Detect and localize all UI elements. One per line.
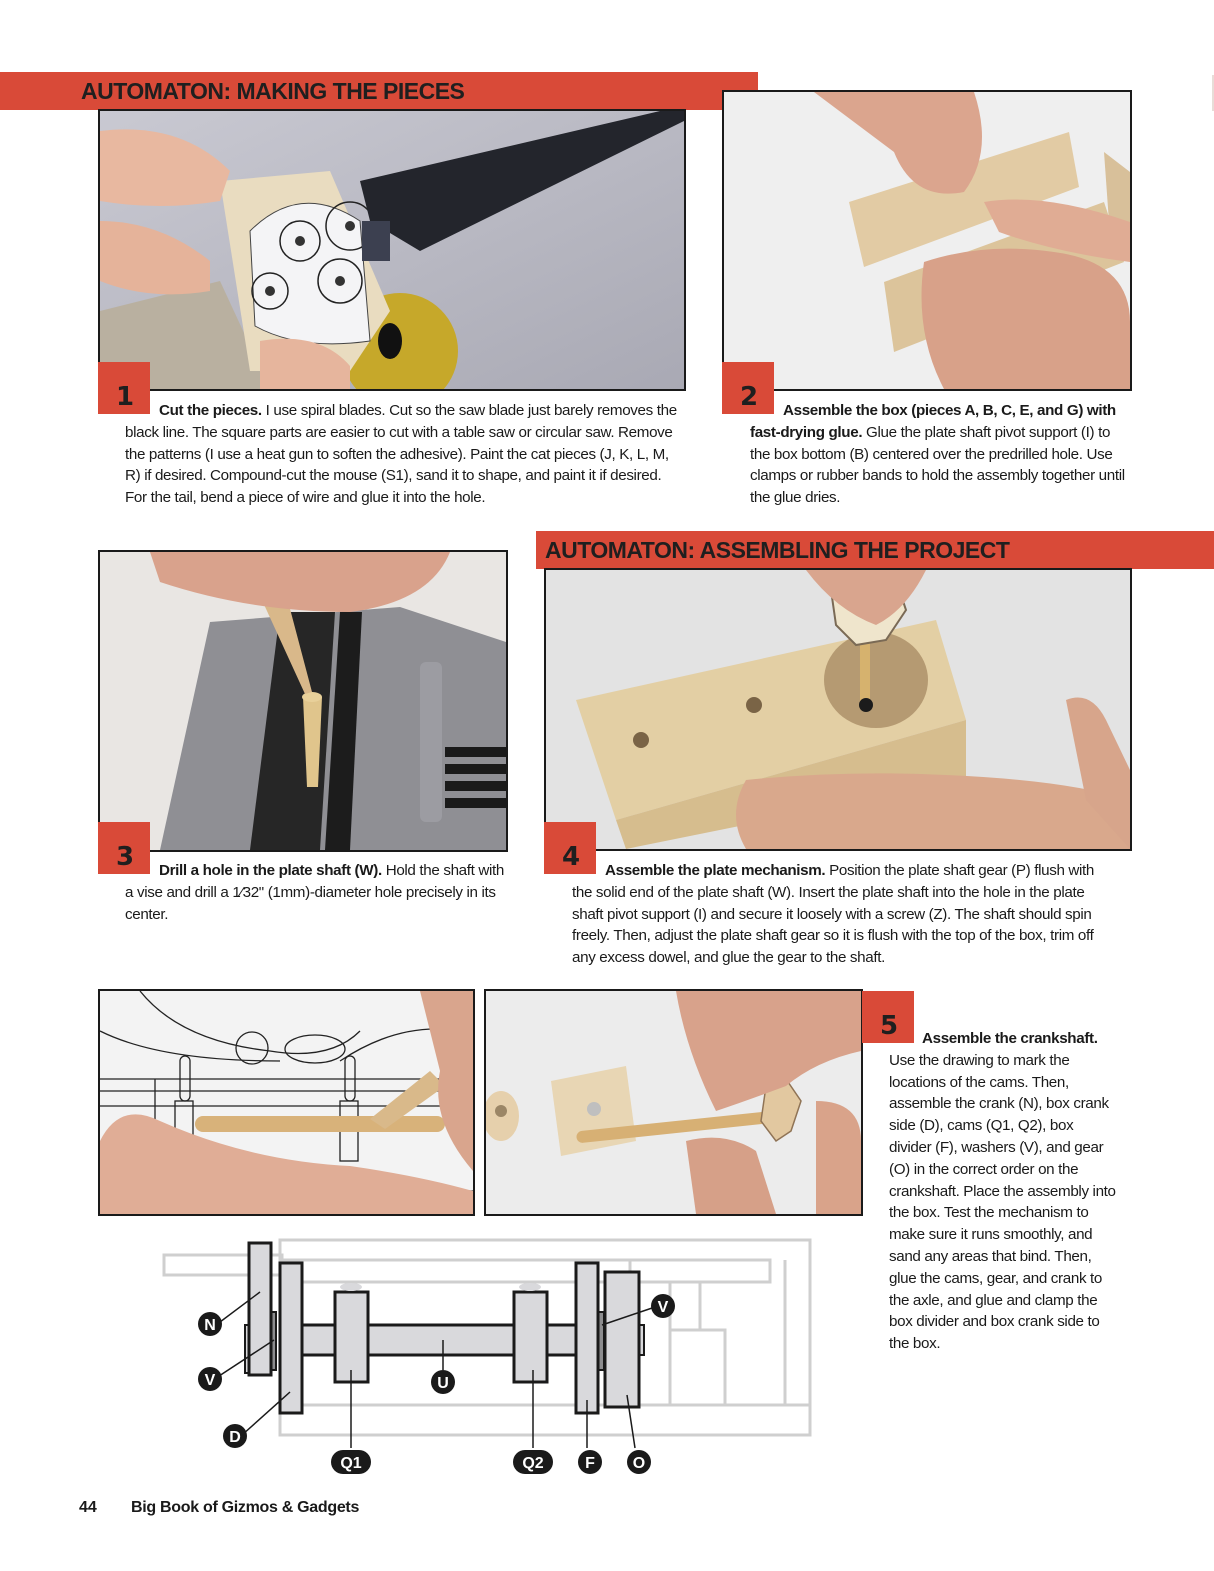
step-4-body: Position the plate shaft gear (P) flush with the solid end of the plate shaft (W). Insert the plate shaft into the hole in the plate shaft pivot support (I) and secure it loosely with a screw (Z). The shaft should spin freely. Then, adjust the plate shaft gear so it is flush with the top of the box, trim off any excess dowel, and glue the gear to the shaft. xyxy=(572,862,1095,967)
step-5-photo-right xyxy=(484,989,863,1216)
label-V-right: V xyxy=(657,1299,669,1316)
step-5-heading: Assemble the crankshaft. xyxy=(922,1030,1098,1047)
step-4-heading: Assemble the plate mechanism. xyxy=(605,862,826,879)
page-number: 44 xyxy=(79,1499,97,1516)
step-2-photo xyxy=(722,90,1132,391)
step-3-badge: 3 xyxy=(98,822,150,874)
step-3-caption xyxy=(125,860,505,925)
step-1-heading: Cut the pieces. xyxy=(159,402,262,419)
crankshaft-diagram xyxy=(150,1230,820,1480)
step-3-photo xyxy=(98,550,508,852)
step-1-badge: 1 xyxy=(98,362,150,414)
step-2-heading: Assemble the box (pieces A, B, C, E, and G) with fast-drying glue. xyxy=(750,402,1116,441)
label-Q1: Q1 xyxy=(340,1455,362,1472)
step-2-badge: 2 xyxy=(722,362,774,414)
step-5-body: Use the drawing to mark the locations of the cams. Then, assemble the crank (N), box crank side (D), cams (Q1, Q2), box divider (F), washers (V), and gear (O) in the correct order on the crankshaft. Place the assembly into the box. Test the mechanism to make sure it runs smoothly, and sand any areas that bind. Then, glue the cams, gear, and crank to the axle, and glue and clamp the box divider and box crank side to the box. xyxy=(889,1051,1116,1353)
step-1-caption xyxy=(125,400,685,509)
label-Q2: Q2 xyxy=(522,1455,544,1472)
book-title: Big Book of Gizmos & Gadgets xyxy=(131,1499,360,1516)
label-V-left: V xyxy=(204,1372,216,1389)
label-N: N xyxy=(204,1317,216,1334)
step-4-photo xyxy=(544,568,1132,851)
step-5-photo-left xyxy=(98,989,475,1216)
label-F: F xyxy=(585,1455,595,1472)
label-O: O xyxy=(632,1455,646,1472)
label-D: D xyxy=(229,1429,241,1446)
section-title-making: AUTOMATON: MAKING THE PIECES xyxy=(81,78,465,104)
step-4-caption xyxy=(572,860,1117,969)
step-1-body: I use spiral blades. Cut so the saw blade just barely removes the black line. The square parts are easier to cut with a table saw or circular saw. Remove the patterns (I use a heat gun to soften the adhesive). Paint the cat pieces (J, K, L, M, R) if desired. Compound-cut the mouse (S1), sand it to shape, and paint it if desired. For the tail, bend a piece of wire and glue it into the hole. xyxy=(125,402,677,507)
step-2-caption xyxy=(750,400,1130,509)
step-2-body: Glue the plate shaft pivot support (I) to the box bottom (B) centered over the predrilled hole. Use clamps or rubber bands to hold the assembly together until the glue dries. xyxy=(750,423,1125,507)
section-title-assembling: AUTOMATON: ASSEMBLING THE PROJECT xyxy=(545,537,1010,563)
step-3-heading: Drill a hole in the plate shaft (W). xyxy=(159,862,382,879)
step-5-caption xyxy=(889,1028,1117,1355)
label-U: U xyxy=(437,1375,449,1392)
step-3-body: Hold the shaft with a vise and drill a 1⁄32" (1mm)-diameter hole precisely in its center. xyxy=(125,862,504,923)
step-5-badge: 5 xyxy=(862,991,914,1043)
step-4-badge: 4 xyxy=(544,822,596,874)
step-1-photo xyxy=(98,109,686,391)
